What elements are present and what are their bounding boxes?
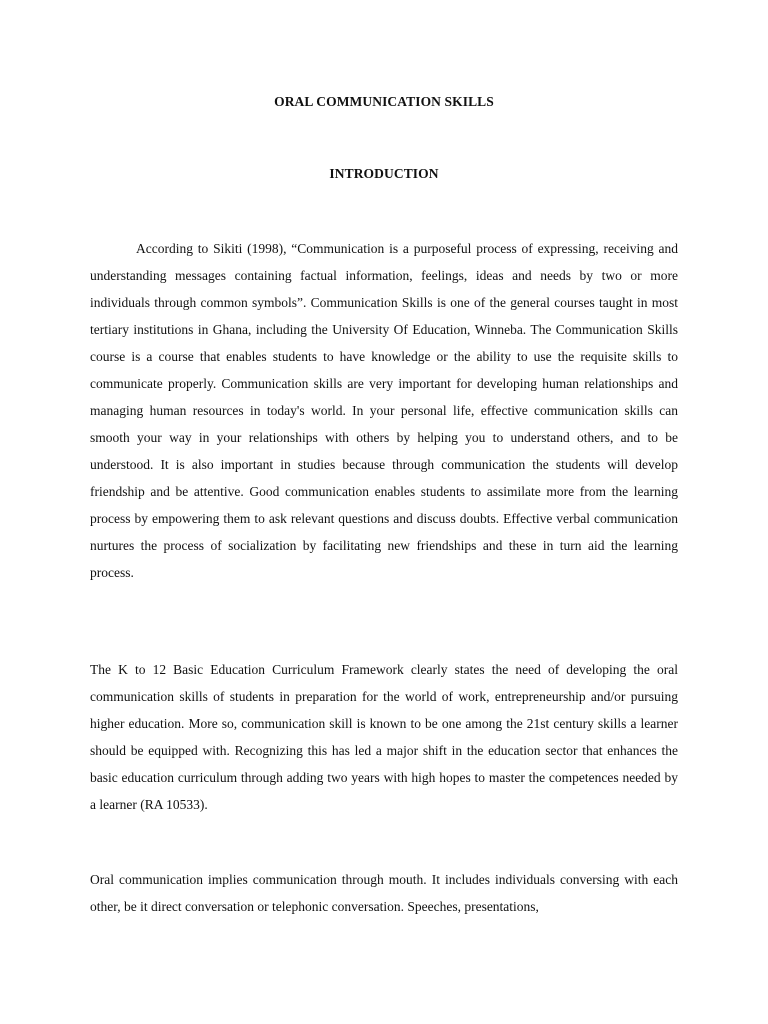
paragraph-1: According to Sikiti (1998), “Communication is a purposeful process of expressing, receiving and understanding messages containing factual information, feelings, ideas and needs by two or more individuals through common symbols”. Communication Skills is one of the general courses taught in most tertiary institutions in Ghana, including the University Of Education, Winneba. The Communication Skills course is a course that enables students to have knowledge or the ability to use the requisite skills to communicate properly. Communication skills are very important for developing human relationships and managing human resources in today's world. In your personal life, effective communication skills can smooth your way in your relationships with others by helping you to understand others, and to be understood. It is also important in studies because through communication the students will develop friendship and be attentive. Good communication enables students to assimilate more from the learning process by empowering them to ask relevant questions and discuss doubts. Effective verbal communication nurtures the process of socialization by facilitating new friendships and these in turn aid the learning process. bbox=[90, 241, 678, 580]
section-heading: INTRODUCTION bbox=[329, 166, 439, 181]
paragraph-2: The K to 12 Basic Education Curriculum Framework clearly states the need of developing the oral communication skills of students in preparation for the world of work, entrepreneurship and/or pursuing higher education. More so, communication skill is known to be one among the 21st century skills a learner should be equipped with. Recognizing this has led a major shift in the education sector that enhances the basic education curriculum through adding two years with high hopes to master the competences needed by a learner (RA 10533). bbox=[90, 662, 678, 812]
document-title: ORAL COMMUNICATION SKILLS bbox=[274, 94, 494, 109]
paragraph-3: Oral communication implies communication through mouth. It includes individuals conversing with each other, be it direct conversation or telephonic conversation. Speeches, presentations, bbox=[90, 872, 678, 914]
